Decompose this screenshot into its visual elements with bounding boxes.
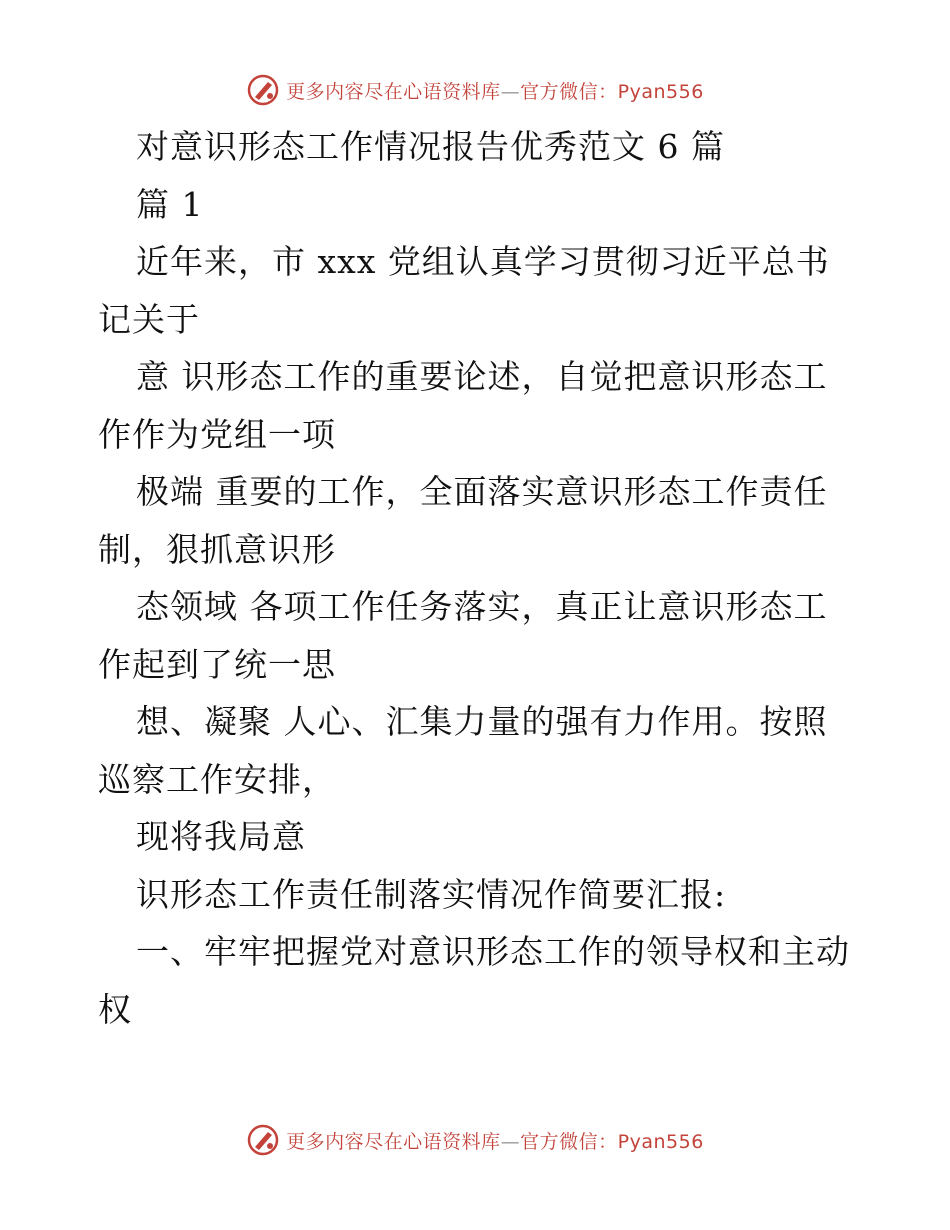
- pen-seal-logo-icon: [246, 1123, 280, 1157]
- text-line: 意 识形态工作的重要论述，自觉把意识形态工: [136, 357, 828, 396]
- watermark-text: 更多内容尽在心语资料库—官方微信：Pyan556: [286, 80, 704, 103]
- text-line: 识形态工作责任制落实情况作简要汇报:: [136, 874, 727, 914]
- document-body: [98, 118, 858, 1038]
- text-line: 想、凝聚 人心、汇集力量的强有力作用。按照: [136, 702, 828, 741]
- header-watermark: [0, 70, 950, 110]
- text-line: 极端 重要的工作，全面落实意识形态工作责任: [136, 472, 828, 511]
- text-line: 态领域 各项工作任务落实，真正让意识形态工: [136, 587, 828, 626]
- text-line: 巡察工作安排，: [98, 759, 336, 799]
- text-line: 作作为党组一项: [98, 414, 336, 454]
- text-line: 权: [98, 989, 132, 1029]
- text-line: 作起到了统一思: [98, 644, 336, 684]
- watermark-text: 更多内容尽在心语资料库—官方微信：Pyan556: [286, 1130, 704, 1153]
- text-line: 篇 1: [136, 184, 204, 224]
- text-line: 现将我局意: [136, 817, 306, 856]
- text-line: 近年来，市 xxx 党组认真学习贯彻习近平总书: [136, 242, 830, 281]
- text-line: 一、牢牢把握党对意识形态工作的领导权和主动: [136, 932, 850, 971]
- pen-seal-logo-icon: [246, 73, 280, 107]
- text-line: 记关于: [98, 299, 200, 339]
- footer-watermark: [0, 1120, 950, 1160]
- text-line: 制，狠抓意识形: [98, 529, 336, 569]
- document-title: 对意识形态工作情况报告优秀范文 6 篇: [136, 127, 725, 166]
